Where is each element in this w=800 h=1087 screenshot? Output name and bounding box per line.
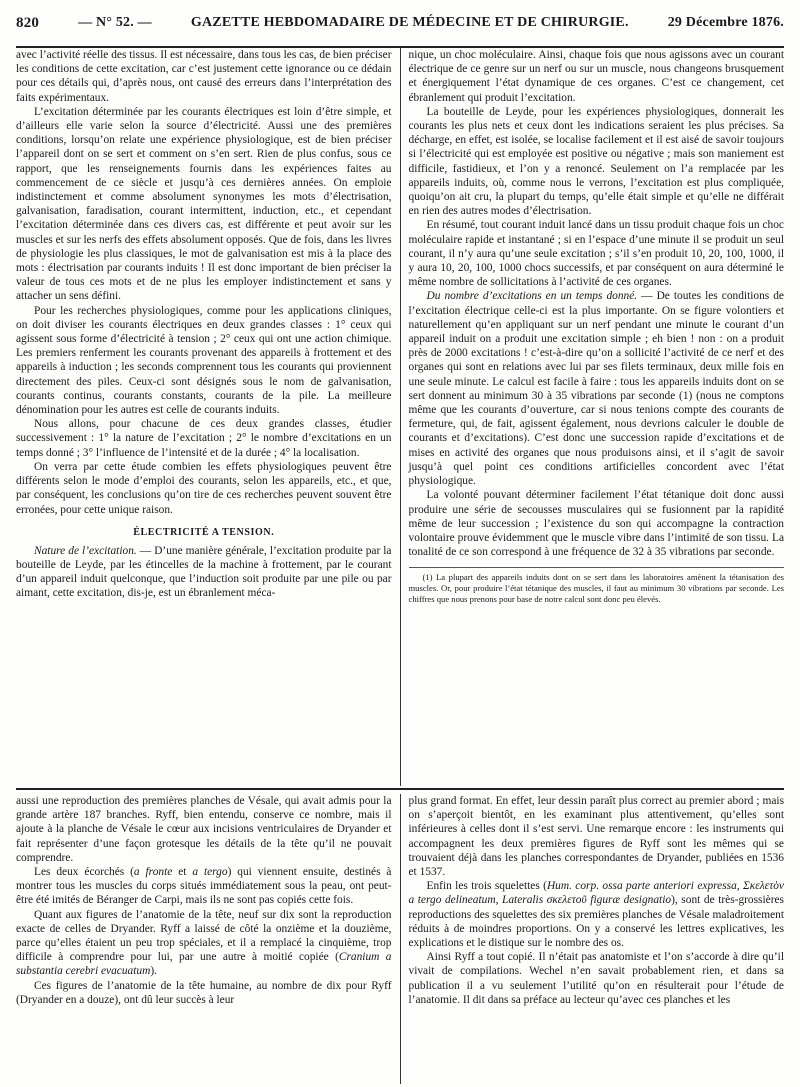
top-article-section	[16, 48, 784, 786]
paragraph: Ces figures de l’anatomie de la tête humaine, au nombre de dix pour Ryff (Dryander en a douze), ont dû leur succès à leur	[16, 979, 392, 1006]
italic-text: a fronte	[133, 866, 173, 879]
italic-text: Hum. corp. ossa parte anteriori expressa, Σκελετὸν a tergo delineatum, Lateralis σκελετοῦ figuræ designatio	[408, 880, 784, 907]
paragraph-figures	[16, 908, 392, 979]
text: ) qui viennent ensuite, destinés à montrer tous les muscles du corps situés immédiatement sous la peau, ont peut-être été imités de Béranger de Carpi, mais ils ne sont pas copiés cette fois.	[16, 866, 392, 907]
paragraph-text: — De toutes les conditions de l’excitation électrique celle-ci est la plus importante. On se figure volontiers et naturellement qu’en appliquant sur un nerf pendant une minute le courant d’un appareil induit on a produit une excitation simple ; eh bien ! non : on a produit près de 2000 excitations ! c’est-à-dire qu’on a sollicité l’activité de ce nerf et des organes qui sont en relations avec lui par ses filets terminaux, deux mille fois en une seule minute. Le calcul est facile à faire : tous les appareils induits dont on se sert donnent au minimum 30 à 35 vibrations par seconde (1) (nous ne comptons même que les courants d’ouverture, car si nous tenions compte des courants de fermeture, qui, de fait, agissent également, nous devrions calculer le double de courants et d’excitations). C’est donc une succession rapide d’excitations et de mises en activité des organes que nous produisons ainsi, et il s’agit de savoir jusqu’à quel point ces conditions artificielles concordent avec l’état physiologique.	[408, 290, 784, 488]
journal-title: GAZETTE HEBDOMADAIRE DE MÉDECINE ET DE CHIRURGIE.	[190, 15, 629, 30]
paragraph-nature	[16, 544, 392, 601]
paragraph: nique, un choc moléculaire. Ainsi, chaque fois que nous agissons avec un courant électrique de ce genre sur un nerf ou sur un muscle, nous changeons brusquement et énergiquement l’état dynamique de ces organes. C’est ce changement, cet ébranlement qui produit l’excitation.	[408, 49, 784, 104]
paragraph: En résumé, tout courant induit lancé dans un tissu produit chaque fois un choc moléculaire rapide et instantané ; si en l’espace d’une minute il se produit un seul courant, il n’y aura qu’une seule excitation ; s’il s’en produit 10, 20, 100, 1000, il y aura 10, 20, 100, 1000 chocs successifs, et par conséquent on aura déterminé le même nombre de sollicitations à l’activité de ces organes.	[408, 219, 784, 289]
paragraph: Pour les recherches physiologiques, comme pour les applications cliniques, on doit diviser les courants électriques en deux grandes classes : 1° ceux qui agissent sous forme d’électricité à tension ; 2° ceux qui ont une action chimique. Les premiers renferment les courants provenant des appareils à frottement et des appareils à induction ; les seconds comprennent tous les courants qui proviennent directement des piles. Ceux-ci sont désignés sous le nom de galvanisation, courants continus, courants constants, courants de la pile. La meilleure dénomination pour les autres est celle de courants induits.	[16, 304, 392, 417]
paragraph-squelettes	[409, 879, 785, 950]
issue-number: — N° 52. —	[78, 15, 152, 30]
subsection-title: Du nombre d’excitations en un temps donné.	[426, 290, 638, 303]
text: ), sont de très-grossières reproductions des squelettes des six premières planches de Vésale maladroitement réduits à de moindres proportions. On y a conservé les lettres explicatives, les explications et le distique sur le nombre des os.	[408, 894, 784, 950]
paragraph: L’excitation déterminée par les courants électriques est loin d’être simple, et d’ailleurs elle varie selon la source d’électricité. Aussi une des premières conditions, lorsqu’on relate une expérience physiologique, est de bien préciser l’appareil dont on se sert et comment on s’en sert. Rien de plus confus, sous ce rapport, que les renseignements fournis dans les expériences faites au commencement de ce siècle et jusqu’à ces dernières années. On emploie indistinctement et comme absolument synonymes les mots d’électrisation, galvanisation, faradisation, courant intermittent, induction, etc., et cependant l’excitation déterminée dans ces divers cas, est différente et peut avoir sur les muscles et sur les nerfs des effets absolument opposés. Que de fois, dans les livres de physiologie les plus classiques, le mot de galvanisation est mis à la place des mots : électrisation par courants induits ! Il est donc important de bien préciser la valeur de tous ces mots et de ne plus les employer indistinctement et sans y attacher un sens défini.	[16, 105, 392, 303]
paragraph: plus grand format. En effet, leur dessin paraît plus correct au premier abord ; mais on s’aperçoit bientôt, en les examinant plus attentivement, qu’elles sont inférieures à celles dont il s’est servi. Une remarque encore : les instruments qui accompagnent les deux premières figures de Ryff sont les mêmes qui se trouvaient déjà dans les planches correspondantes de Dryander, publiées en 1536 et 1537.	[408, 795, 784, 879]
paragraph: On verra par cette étude combien les effets physiologiques peuvent être différents selon le mode d’emploi des courants, selon les appareils, etc., et que, par conséquent, les conclusions qu’on tire de ces recherches peuvent souvent être erronées, pour cette unique raison.	[16, 460, 392, 516]
paragraph-text: — D’une manière générale, l’excitation produite par la bouteille de Leyde, par les étincelles de la machine à frottement, par le courant d’un appareil induit quelconque, que l’induction soit produite par une pile ou par aimant, cette excitation, dis-je, est un ébranlement méca-	[16, 544, 392, 600]
paragraph-nombre	[409, 289, 785, 488]
paragraph: Ainsi Ryff a tout copié. Il n’était pas anatomiste et l’on s’accorde à dire qu’il vivait de compilations. Wechel n’en savait probablement rien, et dans sa publication il a vu seulement l’utilité qu’on en résulterait pour l’étude de l’anatomie. Il dit dans sa préface au lecteur qu’avec ces planches et les	[408, 951, 784, 1006]
page-number: 820	[16, 14, 40, 31]
text: et	[172, 866, 193, 879]
text: Enfin les trois squelettes (	[426, 880, 547, 893]
issue-date: 29 Décembre 1876.	[667, 15, 784, 30]
paragraph: avec l’activité réelle des tissus. Il est nécessaire, dans tous les cas, de bien préciser les conditions de cette excitation, car c’est justement cette ignorance ou ce dédain pour ces détails qui, d’après nous, ont causé des erreurs dans l’interprétation des faits expérimentaux.	[16, 49, 392, 104]
top-right-column	[400, 48, 785, 786]
paragraph: Nous allons, pour chacune de ces deux grandes classes, étudier successivement : 1° la nature de l’excitation ; 2° le nombre d’excitations en un temps donné ; 3° l’influence de l’intensité et de la durée ; 4° la localisation.	[16, 418, 392, 459]
text: ).	[150, 965, 157, 978]
section-divider	[16, 788, 784, 790]
paragraph: aussi une reproduction des premières planches de Vésale, qui avait admis pour la grande artère 187 branches. Ryff, bien entendu, conserve ce nombre, mais il ajoute à la planche de Vésale le cœur aux incisions ventriculaires de Dryander et fait représenter d’une façon grotesque les détails de la tête qu’il ne pouvait comprendre.	[16, 795, 392, 864]
subsection-title: Nature de l’excitation.	[34, 544, 137, 557]
running-header	[16, 0, 784, 48]
bottom-right-column	[400, 794, 785, 1084]
paragraph-ecorches	[16, 865, 392, 908]
footnote	[409, 567, 785, 604]
italic-text: Cranium a substantia cerebri evacuatum	[16, 951, 392, 978]
paragraph: La bouteille de Leyde, pour les expériences physiologiques, donnerait les courants les plus nets et ceux dont les indications seraient les plus précises. Sa décharge, en effet, est isolée, se localise facilement et il est aisé de savoir toujours si l’électricité qui est employée est positive ou négative ; mais son maniement est difficile, fastidieux, et l’on y a renoncé. Seulement on l’a remplacée par les appareils induits, où, comme nous le verrons, l’excitation est plus compliquée, quoiqu’on ait cru, la plupart du temps, qu’elle était simple et qu’elle ne différait en rien des autres modes d’électrisation.	[408, 105, 784, 218]
text: Les deux écorchés (	[34, 866, 134, 879]
text: Quant aux figures de l’anatomie de la tête, neuf sur dix sont la reproduction exacte de celles de Dryander. Ryff a laissé de côté la onzième et la douzième, parce qu’elles étaient un peu trop spéciales, et il a remplacé la cinquième, trop difficile à comprendre pour lui, par une autre à moitié copiée (	[16, 908, 392, 964]
paragraph: La volonté pouvant déterminer facilement l’état tétanique doit donc aussi produire une série de secousses musculaires qui se fusionnent par la rapidité même de leur succession ; l’existence du son qui accompagne la contraction volontaire prouve évidemment que le muscle vibre dans l’intimité de son tissu. La tonalité de ce son correspond à une fréquence de 32 à 35 vibrations par seconde.	[408, 489, 784, 559]
bottom-article-section	[16, 794, 784, 1084]
section-heading: ÉLECTRICITÉ A TENSION.	[133, 526, 275, 538]
footnote-text: (1) La plupart des appareils induits dont on se sert dans les laboratoires amènent la tétanisation des muscles. Or, pour produire l’état tétanique des muscles, il faut au minimum 30 vibrations par seconde. Les chiffres que nous prenons pour base de notre calcul sont donc peu élevés.	[408, 572, 784, 604]
bottom-left-column	[16, 794, 392, 1084]
italic-text: a tergo	[192, 866, 228, 879]
top-left-column	[16, 48, 392, 786]
